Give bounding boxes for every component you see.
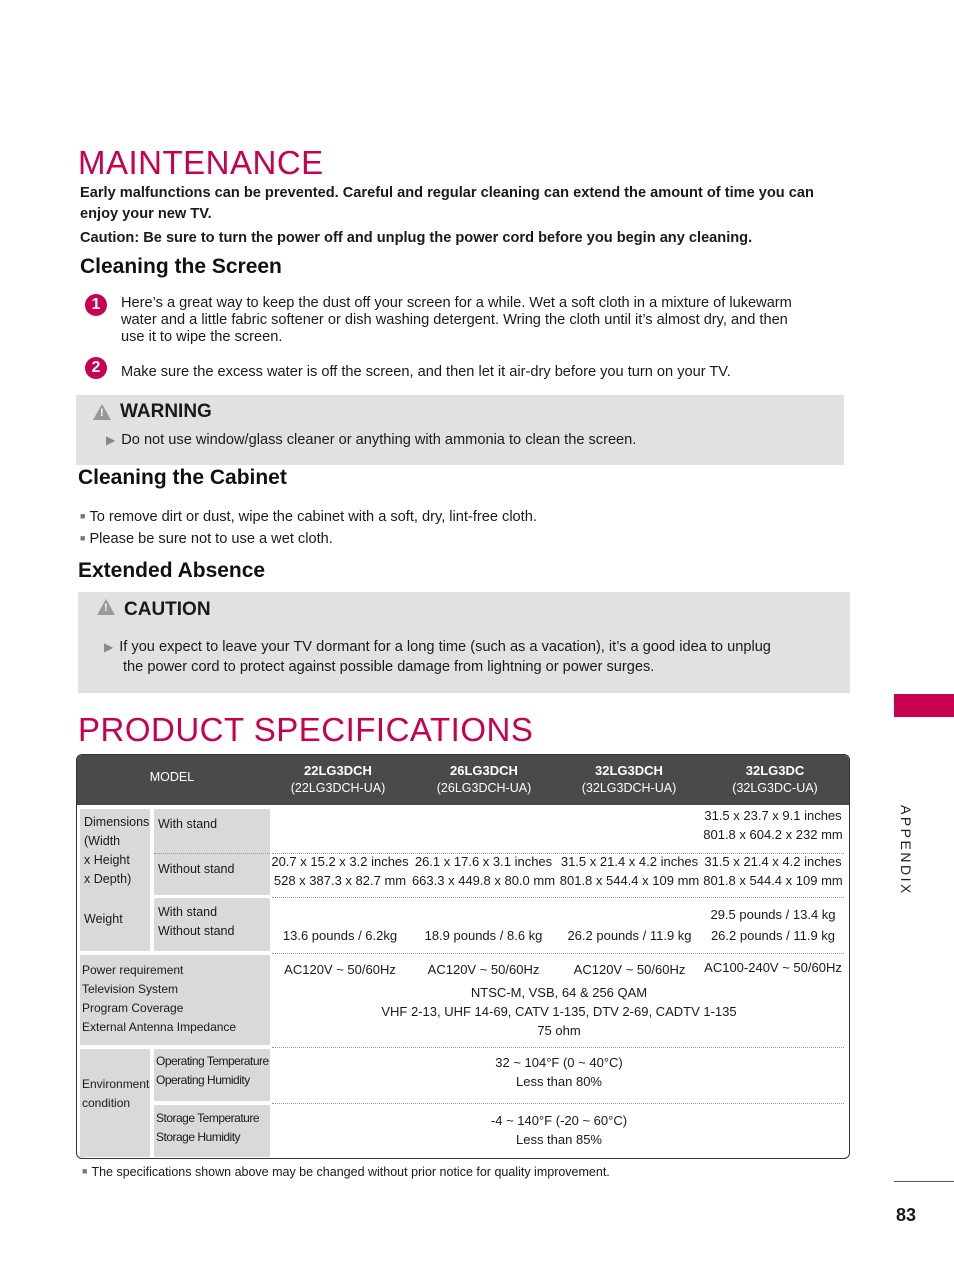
intro-caution: Caution: Be sure to turn the power off and unplug the power cord before you begin any cleaning. [80, 230, 753, 246]
weight-with-stand-value: 29.5 pounds / 13.4 kg [710, 907, 836, 922]
step-1-badge: 1 [85, 294, 107, 316]
model-col-3: 32LG3DCH (32LG3DCH-UA) [581, 763, 677, 795]
step-2-text: Make sure the excess water is off the screen, and then let it air-dry before you turn on your TV. [121, 364, 731, 380]
operating-values: 32 ~ 104°F (0 ~ 40°C) Less than 80% [495, 1055, 623, 1089]
page-number: 83 [896, 1205, 917, 1225]
dim-without-stand-4: 31.5 x 21.4 x 4.2 inches 801.8 x 544.4 x 109 mm [703, 854, 843, 888]
weight-without-stand-3: 26.2 pounds / 11.9 kg [567, 928, 692, 943]
model-col-4: 32LG3DC (32LG3DC-UA) [732, 763, 818, 795]
cabinet-list [80, 506, 537, 550]
dimensions-label: Dimensions (Width x Height x Depth) [84, 815, 150, 886]
power-value-2: AC120V ~ 50/60Hz [427, 962, 540, 977]
maintenance-intro [80, 183, 860, 249]
row-divider [272, 897, 844, 898]
appendix-label: APPENDIX [898, 805, 914, 896]
appendix-tab [894, 694, 954, 717]
environment-label: Environment condition [82, 1077, 150, 1110]
row-divider [272, 1103, 844, 1104]
cleaning-cabinet-heading: Cleaning the Cabinet [78, 466, 287, 489]
model-col-2: 26LG3DCH (26LG3DCH-UA) [436, 763, 532, 795]
power-value-1: AC120V ~ 50/60Hz [284, 962, 396, 977]
step-1-line-3: use it to wipe the screen. [121, 329, 283, 345]
bullet-icon: ■ [80, 533, 86, 543]
caution-title: CAUTION [124, 599, 211, 620]
model-label: MODEL [149, 770, 195, 784]
without-stand-label: Without stand [158, 862, 235, 876]
operating-labels: Operating Temperature Operating Humidity [156, 1054, 269, 1087]
tv-system-value: NTSC-M, VSB, 64 & 256 QAM [470, 985, 648, 1000]
step-2-badge: 2 [85, 357, 107, 379]
step-1-text [121, 295, 841, 346]
caution-text: ▶ If you expect to leave your TV dormant for a long time (such as a vacation), it’s a good idea to unplug the power cord to protect against possible damage from lightning or power surges. [104, 639, 771, 675]
caution-box: ! CAUTION ▶ If you expect to leave your TV dormant for a long time (such as a vacation), it’s a good idea to unplug the power cord to protect against possible damage from lightning or power surges. [78, 592, 850, 693]
list-item: ■ Please be sure not to use a wet cloth. [80, 531, 333, 547]
arrow-icon: ▶ [106, 433, 116, 447]
impedance-value: 75 ohm [537, 1023, 581, 1038]
extended-absence-heading: Extended Absence [78, 559, 266, 582]
storage-values: -4 ~ 140°F (-20 ~ 60°C) Less than 85% [490, 1113, 628, 1147]
warning-box: ! WARNING ▶ Do not use window/glass cleaner or anything with ammonia to clean the screen. [76, 395, 844, 465]
storage-labels: Storage Temperature Storage Humidity [156, 1111, 260, 1144]
step-1-line-2: water and a little fabric softener or dish washing detergent. Wring the cloth until it’s almost dry, and then [121, 312, 788, 328]
weight-without-stand-2: 18.9 pounds / 8.6 kg [424, 928, 543, 943]
page-rule [894, 1181, 954, 1182]
step-1-line-1: Here’s a great way to keep the dust off your screen for a while. Wet a soft cloth in a mixture of lukewarm [121, 295, 792, 311]
weight-without-stand-1: 13.6 pounds / 6.2kg [282, 928, 398, 943]
dim-without-stand-2: 26.1 x 17.6 x 3.1 inches 663.3 x 449.8 x 80.0 mm [411, 854, 556, 888]
product-specifications-title: PRODUCT SPECIFICATIONS [78, 711, 534, 748]
dim-without-stand-1: 20.7 x 15.2 x 3.2 inches 528 x 387.3 x 82.7 mm [271, 854, 409, 888]
arrow-icon: ▶ [104, 640, 114, 654]
power-value-4: AC100-240V ~ 50/60Hz [704, 960, 842, 975]
dim-without-stand-3: 31.5 x 21.4 x 4.2 inches 801.8 x 544.4 x 109 mm [559, 854, 700, 888]
spec-footnote: ■ The specifications shown above may be changed without prior notice for quality improvement. [82, 1165, 610, 1179]
dim-with-stand-value: 31.5 x 23.7 x 9.1 inches 801.8 x 604.2 x 232 mm [703, 808, 843, 842]
power-labels: Power requirement Television System Program Coverage External Antenna Impedance [82, 963, 237, 1034]
row-divider [272, 1047, 844, 1048]
spec-table-header [77, 755, 849, 805]
bullet-icon: ■ [82, 1166, 88, 1176]
weight-without-stand-4: 26.2 pounds / 11.9 kg [710, 928, 836, 943]
coverage-value: VHF 2-13, UHF 14-69, CATV 1-135, DTV 2-69, CADTV 1-135 [381, 1004, 737, 1019]
power-value-3: AC120V ~ 50/60Hz [573, 962, 686, 977]
bullet-icon: ■ [80, 511, 86, 521]
warning-text: Do not use window/glass cleaner or anything with ammonia to clean the screen. [121, 432, 637, 448]
model-col-1: 22LG3DCH (22LG3DCH-UA) [290, 763, 386, 795]
intro-line-1b: enjoy your new TV. [80, 206, 212, 222]
warning-title: WARNING [120, 401, 212, 422]
weight-label: Weight [84, 912, 123, 926]
with-stand-label: With stand [158, 817, 218, 831]
list-item: ■ To remove dirt or dust, wipe the cabinet with a soft, dry, lint-free cloth. [80, 509, 537, 525]
spec-table [76, 754, 850, 1159]
weight-stand-labels: With stand Without stand [158, 905, 235, 938]
intro-line-1: Early malfunctions can be prevented. Careful and regular cleaning can extend the amount of time you can [80, 185, 814, 201]
label-divider [154, 853, 270, 854]
cleaning-screen-heading: Cleaning the Screen [80, 255, 282, 278]
warning-text-row [106, 432, 636, 449]
maintenance-title: MAINTENANCE [78, 144, 324, 181]
row-divider [272, 953, 844, 954]
